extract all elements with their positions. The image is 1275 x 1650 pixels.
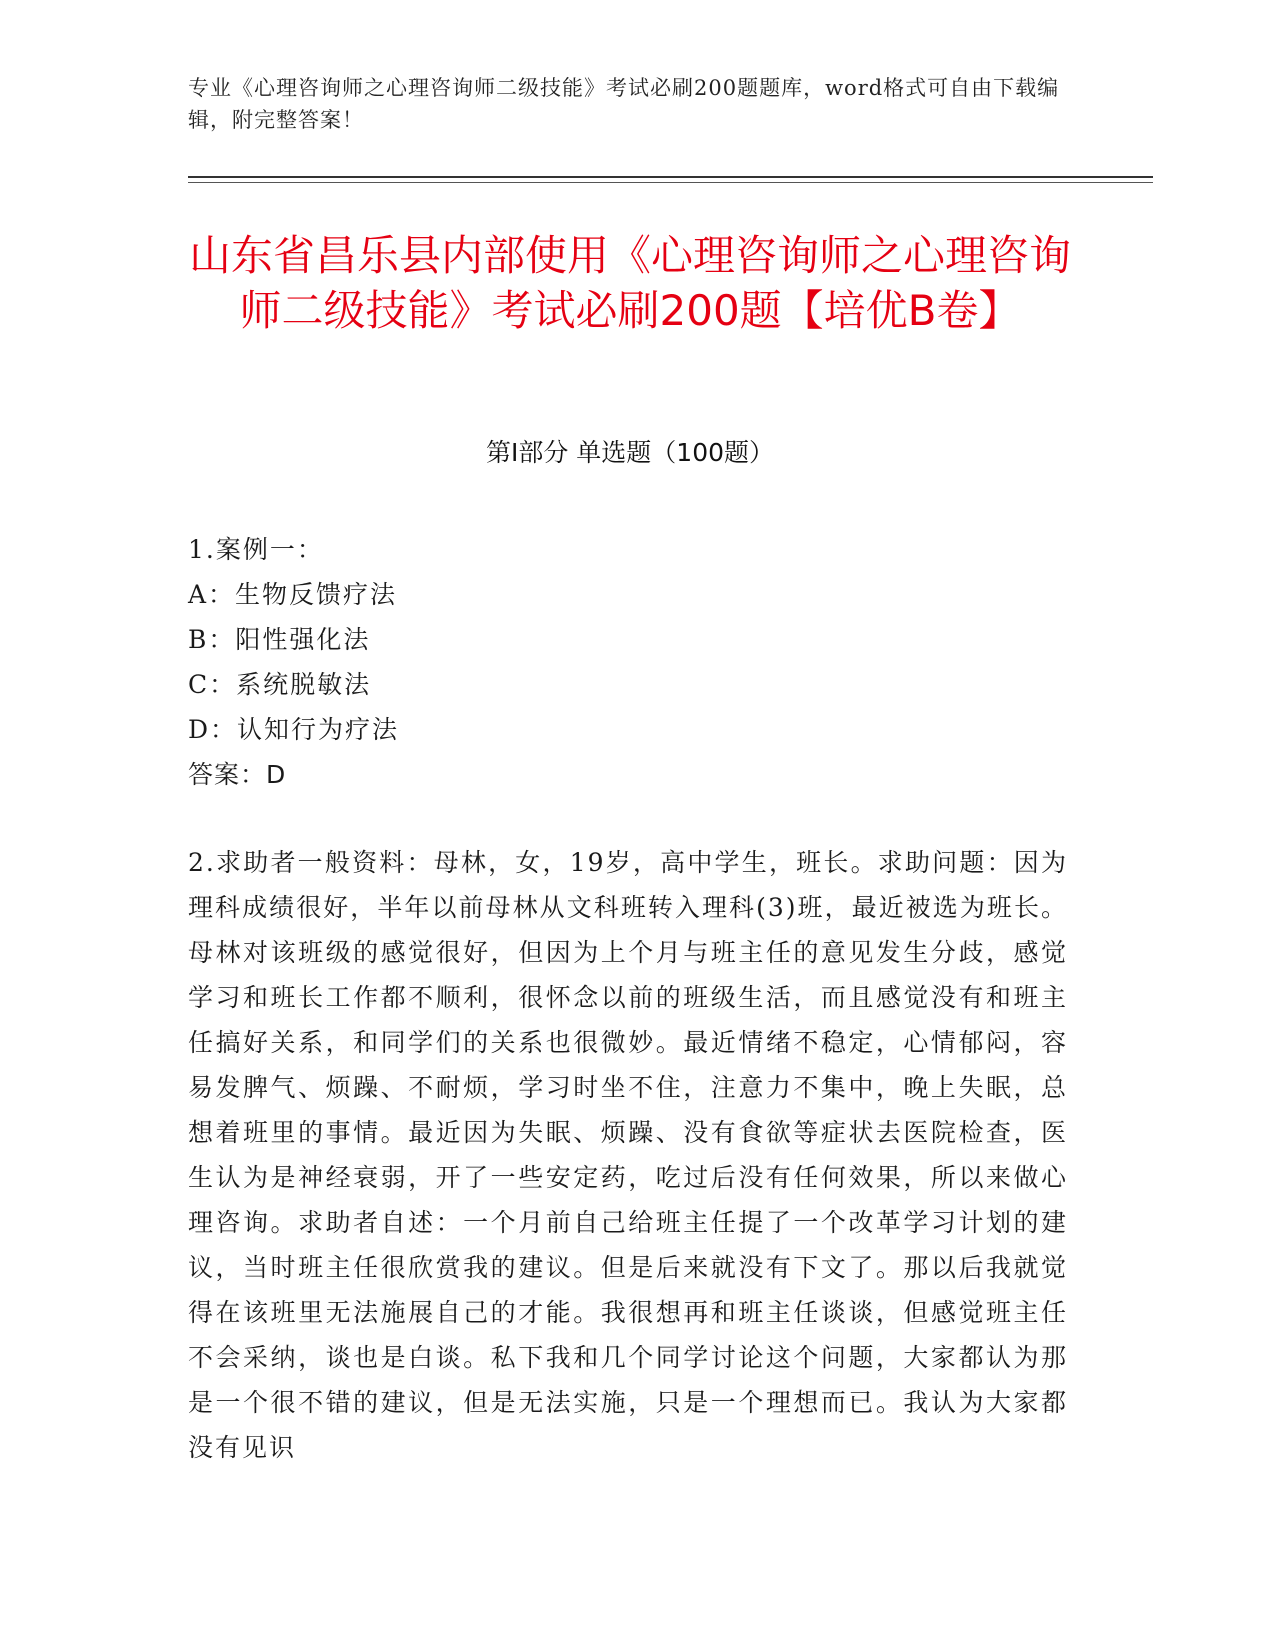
question-1-option-d: D：认知行为疗法: [188, 715, 400, 744]
question-1: [188, 527, 1068, 797]
header-divider-thin: [188, 182, 1153, 183]
question-1-answer: 答案：D: [188, 760, 287, 789]
question-2-stem: 2.求助者一般资料：母林，女，19岁，高中学生，班长。求助问题：因为理科成绩很好，半年以前母林从文科班转入理科(3)班，最近被选为班长。母林对该班级的感觉很好，但因为上个月与班主任的意见发生分歧，感觉学习和班长工作都不顺利，很怀念以前的班级生活，而且感觉没有和班主任搞好关系，和同学们的关系也很微妙。最近情绪不稳定，心情郁闷，容易发脾气、烦躁、不耐烦，学习时坐不住，注意力不集中，晚上失眠，总想着班里的事情。最近因为失眠、烦躁、没有食欲等症状去医院检查，医生认为是神经衰弱，开了一些安定药，吃过后没有任何效果，所以来做心理咨询。求助者自述：一个月前自己给班主任提了一个改革学习计划的建议，当时班主任很欣赏我的建议。但是后来就没有下文了。那以后我就觉得在该班里无法施展自己的才能。我很想再和班主任谈谈，但感觉班主任不会采纳，谈也是白谈。私下我和几个同学讨论这个问题，大家都认为那是一个很不错的建议，但是无法实施，只是一个理想而已。我认为大家都没有见识: [188, 848, 1068, 1462]
question-2: [188, 840, 1068, 1470]
document-title: 山东省昌乐县内部使用《心理咨询师之心理咨询师二级技能》考试必刷200题【培优B卷】: [188, 231, 1071, 335]
section-title: 第Ⅰ部分 单选题（100题）: [485, 438, 775, 467]
question-1-option-b: B：阳性强化法: [188, 625, 371, 654]
header-note: 专业《心理咨询师之心理咨询师二级技能》考试必刷200题题库，word格式可自由下载编辑，附完整答案！: [188, 76, 1060, 132]
question-1-option-a: A：生物反馈疗法: [188, 580, 398, 609]
question-1-stem: 1.案例一：: [188, 535, 324, 564]
header-divider-thick: [188, 176, 1153, 178]
question-1-option-c: C：系统脱敏法: [188, 670, 372, 699]
